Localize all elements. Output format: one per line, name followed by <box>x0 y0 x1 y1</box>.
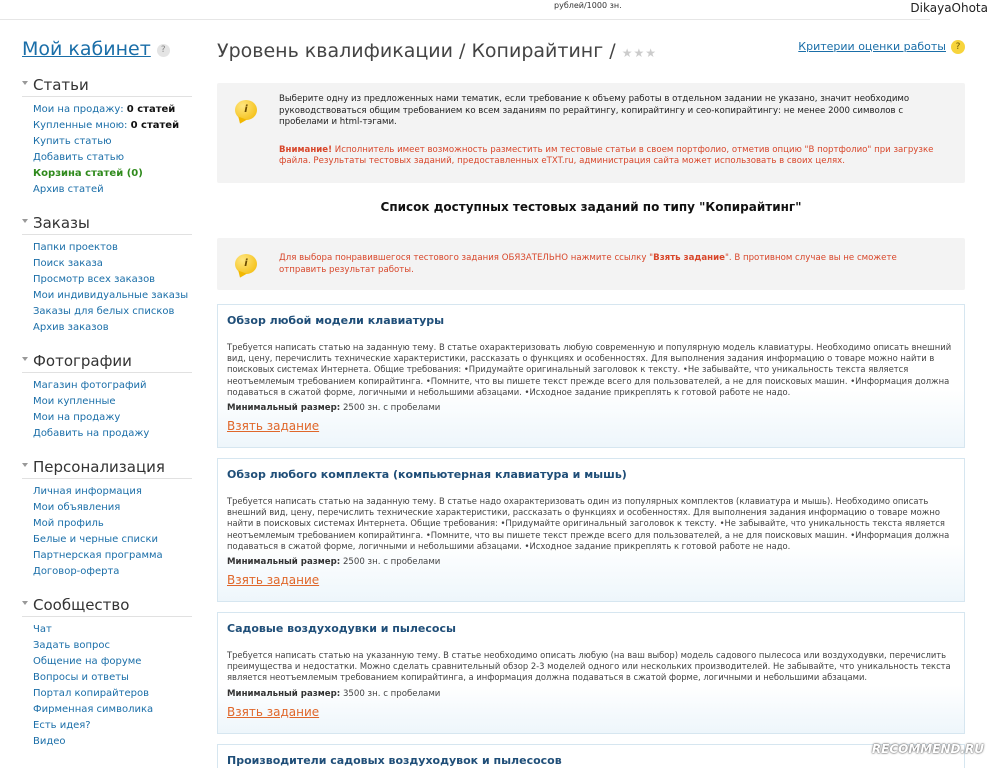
sidebar-item-add-article[interactable]: Добавить статью <box>33 152 125 163</box>
help-icon[interactable]: ? <box>157 44 170 57</box>
section-community <box>22 596 207 750</box>
task-title: Производители садовых воздуходувок и пылесосов <box>227 754 562 767</box>
page-header <box>217 38 965 72</box>
section-articles <box>22 76 207 198</box>
task-min-size: Минимальный размер: 3500 зн. с пробелами <box>227 688 441 699</box>
help-icon[interactable]: ? <box>951 40 965 54</box>
sidebar-item-orders-archive[interactable]: Архив заказов <box>33 322 109 333</box>
sidebar-item-all-orders[interactable]: Просмотр всех заказов <box>33 274 156 285</box>
criteria-link[interactable]: Критерии оценки работы ? <box>798 40 965 54</box>
watermark-logo: RECOMMEND.RU <box>871 742 984 756</box>
sidebar-item-order-search[interactable]: Поиск заказа <box>33 258 103 269</box>
sidebar-item-offer-contract[interactable]: Договор-оферта <box>33 566 120 577</box>
sidebar-item-partner-program[interactable]: Партнерская программа <box>33 550 163 561</box>
task-min-size: Минимальный размер: 2500 зн. с пробелами <box>227 557 441 568</box>
count-badge: 0 статей <box>126 104 176 115</box>
tasks-list-title: Список доступных тестовых заданий по типу "Копирайтинг" <box>380 200 802 214</box>
sidebar-item-articles-archive[interactable]: Архив статей <box>33 184 104 195</box>
cabinet-header <box>22 38 207 60</box>
notice-text: Для выбора понравившегося тестового задания ОБЯЗАТЕЛЬНО нажмите ссылку "Взять задание". В противном случае вы не сможете отправить результат работы. <box>279 253 897 275</box>
price-note: рублей/1000 зн. <box>554 1 622 10</box>
task-description: Требуется написать статью на указанную тему. В статье необходимо описать любую (на ваш выбор) модель садового пылесоса или воздуходувки, перечислить преимущества и недостатки. Можно сделать сравнительный обзор 2-3 моделей одного или нескольких производителей. Не забывайте, что уникальность текста является неотъемлемым требованием копирайтинга, а информация должна подаваться в сжатой форме, логичными и небольшими абзацами. <box>227 650 951 683</box>
take-task-link[interactable]: Взять задание <box>227 704 320 719</box>
info-bubble-icon: i <box>235 100 257 120</box>
task-description: Требуется написать статью на заданную тему. В статье надо охарактеризовать один из популярных комплектов (клавиатура и мышь). Необходимо описать внешний вид, цену, перечислить технические характеристики, рассказать о функциях и особенностях. Для выполнения задания информацию о товаре можно найти в поисковых системах Интернета. Общие требования: •Придумайте оригинальный заголовок к тексту. •Не забывайте, что уникальность текста является неотъемлемым требованием копирайтинга. •Помните, что вы пишете текст прежде всего для пользователей, а не для поисковых машин. •Информация должна подаваться в сжатой форме, логичными и небольшими абзацами. •Исходное задание прикреплять к готовой работе не надо. <box>227 496 950 551</box>
sidebar-item-cart[interactable]: Корзина статей (0) <box>33 168 143 179</box>
task-card <box>217 744 965 768</box>
page-title: Уровень квалификации / Копирайтинг / ★★★ <box>217 40 657 62</box>
sidebar-item-video[interactable]: Видео <box>33 736 66 747</box>
section-title[interactable]: Персонализация <box>22 458 192 479</box>
sidebar-item-forum[interactable]: Общение на форуме <box>33 656 142 667</box>
top-divider <box>0 19 930 20</box>
sidebar-item-ask-question[interactable]: Задать вопрос <box>33 640 110 651</box>
section-title[interactable]: Фотографии <box>22 352 192 373</box>
section-orders <box>22 214 207 336</box>
sidebar-item-add-photo[interactable]: Добавить на продажу <box>33 428 150 439</box>
task-card <box>217 612 965 734</box>
sidebar-item-individual-orders[interactable]: Мои индивидуальные заказы <box>33 290 189 301</box>
notice-warning: Внимание! Исполнитель имеет возможность разместить им тестовые статьи в своем портфолио, отметив опцию "В портфолио" при загрузке файла. Результаты тестовых заданий, предоставленных eTXT.ru, администрация сайта может использовать в своих целях. <box>279 144 934 166</box>
take-task-link[interactable]: Взять задание <box>227 419 320 434</box>
username[interactable]: DikayaOhota <box>910 1 988 15</box>
section-title[interactable]: Сообщество <box>22 596 192 617</box>
sidebar-item-qa[interactable]: Вопросы и ответы <box>33 672 129 683</box>
task-description: Требуется написать статью на заданную тему. В статье охарактеризовать любую современную и популярную модель клавиатуры. Необходимо описать внешний вид, цену, перечислить технические характеристики, рассказать о функциях и особенностях. Для выполнения задания информацию о товаре можно найти в поисковых системах Интернета. Общие требования: •Придумайте оригинальный заголовок к тексту. •Не забывайте, что уникальность текста является неотъемлемым требованием копирайтинга. •Помните, что вы пишете текст прежде всего для пользователей, а не для поисковых машин. •Информация должна подаваться в сжатой форме, логичными и небольшими абзацами. •Исходное задание прикреплять к готовой работе не надо. <box>227 342 952 397</box>
section-photos <box>22 352 207 442</box>
section-title[interactable]: Заказы <box>22 214 192 235</box>
sidebar-item-my-profile[interactable]: Мой профиль <box>33 518 104 529</box>
count-badge: 0 статей <box>130 120 180 131</box>
info-bubble-icon: i <box>235 254 257 274</box>
sidebar-item-brand-symbols[interactable]: Фирменная символика <box>33 704 154 715</box>
task-title: Обзор любой модели клавиатуры <box>227 314 445 327</box>
sidebar-item-buy-article[interactable]: Купить статью <box>33 136 112 147</box>
cabinet-title-link[interactable]: Мой кабинет <box>22 38 151 60</box>
task-min-size: Минимальный размер: 2500 зн. с пробелами <box>227 403 441 414</box>
sidebar-item-white-black-lists[interactable]: Белые и черные списки <box>33 534 159 545</box>
take-task-link[interactable]: Взять задание <box>227 573 320 588</box>
rating-stars: ★★★ <box>621 46 657 60</box>
take-task-notice <box>217 238 965 290</box>
task-title: Садовые воздуходувки и пылесосы <box>227 622 456 635</box>
sidebar-item-idea[interactable]: Есть идея? <box>33 720 91 731</box>
section-title[interactable]: Статьи <box>22 76 192 97</box>
sidebar-item-bought-by-me[interactable]: Купленные мною: 0 статей <box>33 120 180 131</box>
sidebar-item-my-for-sale[interactable]: Мои на продажу: 0 статей <box>33 104 176 115</box>
sidebar-item-chat[interactable]: Чат <box>33 624 52 635</box>
sidebar-item-my-bought-photos[interactable]: Мои купленные <box>33 396 116 407</box>
sidebar-item-copywriters-portal[interactable]: Портал копирайтеров <box>33 688 150 699</box>
sidebar-item-whitelist-orders[interactable]: Заказы для белых списков <box>33 306 175 317</box>
section-personalization <box>22 458 207 580</box>
sidebar-item-photo-shop[interactable]: Магазин фотографий <box>33 380 147 391</box>
task-card <box>217 458 965 602</box>
top-strip <box>0 0 994 22</box>
sidebar-item-my-ads[interactable]: Мои объявления <box>33 502 121 513</box>
sidebar-item-my-photos-for-sale[interactable]: Мои на продажу <box>33 412 121 423</box>
sidebar-item-project-folders[interactable]: Папки проектов <box>33 242 118 253</box>
task-title: Обзор любого комплекта (компьютерная клавиатура и мышь) <box>227 468 627 481</box>
task-card <box>217 304 965 448</box>
info-notice <box>217 83 965 183</box>
sidebar-item-personal-info[interactable]: Личная информация <box>33 486 142 497</box>
sidebar <box>22 38 207 750</box>
main-content <box>217 38 965 768</box>
notice-text: Выберите одну из предложенных нами тематик, если требование к объему работы в отдельном задании не указано, значит необходимо руководствоваться общим требованием ко всем заданиям по рерайтингу, копирайтингу и сео-копирайтингу: не менее 2000 символов с пробелами и html-тэгами. <box>279 94 910 127</box>
